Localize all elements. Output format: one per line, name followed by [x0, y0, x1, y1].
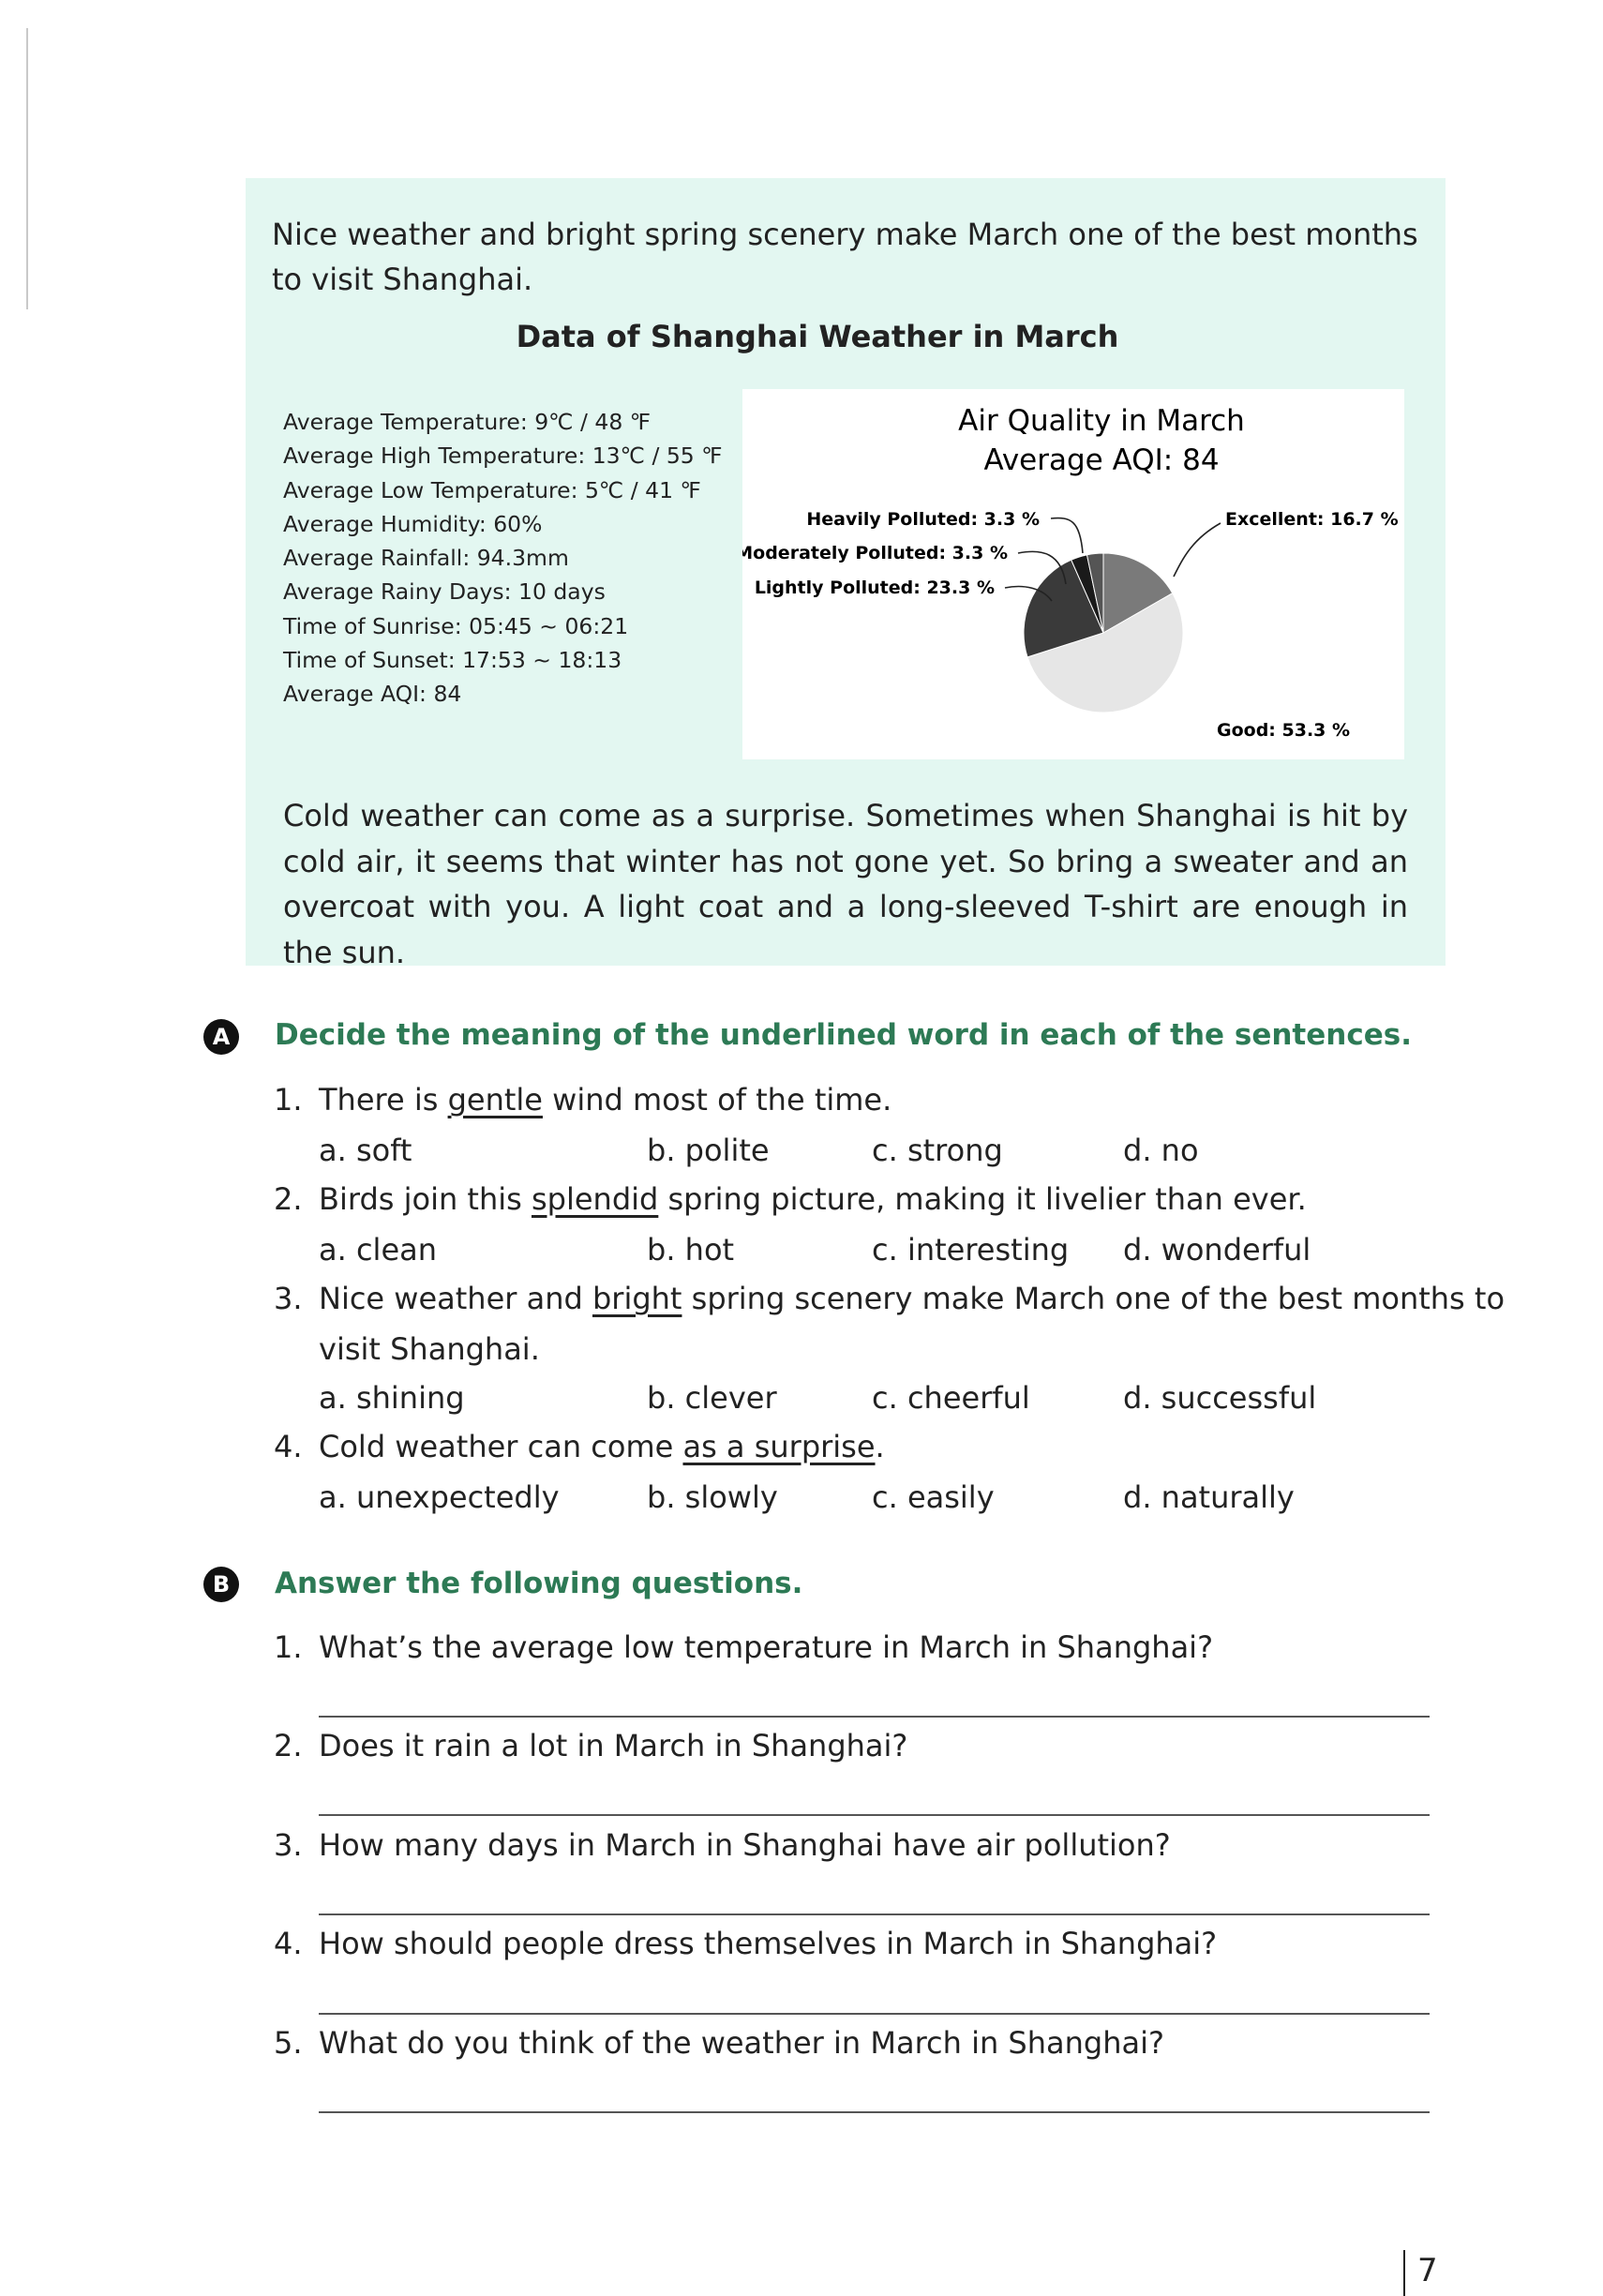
- answer-line-b3[interactable]: [319, 1913, 1430, 1915]
- question-b4: 4. How should people dress themselves in March in Shanghai?: [274, 1926, 1218, 1961]
- option-a4-a[interactable]: a. unexpectedly: [319, 1479, 560, 1515]
- option-a3-a[interactable]: a. shining: [319, 1380, 465, 1416]
- underlined-word: bright: [592, 1281, 682, 1316]
- question-a4: 4. Cold weather can come as a surprise.: [274, 1429, 885, 1464]
- option-a2-d[interactable]: d. wonderful: [1123, 1232, 1311, 1268]
- leader-line-excellent: [1174, 523, 1221, 577]
- question-a3: 3. Nice weather and bright spring scenery make March one of the best months to: [274, 1281, 1506, 1316]
- stat-item: Time of Sunrise: 05:45 ~ 06:21: [283, 612, 629, 639]
- section-a-title: Decide the meaning of the underlined word in each of the sentences.: [275, 1018, 1412, 1052]
- data-title: Data of Shanghai Weather in March: [516, 319, 1119, 354]
- leader-line-heavily: [1051, 518, 1083, 553]
- underlined-word: splendid: [531, 1181, 659, 1217]
- label-good: Good: 53.3 %: [1217, 720, 1351, 741]
- chart-title: Air Quality in March: [958, 404, 1245, 438]
- stat-item: Average Rainfall: 94.3mm: [283, 545, 569, 572]
- label-moderately-polluted: Moderately Polluted: 3.3 %: [742, 543, 1008, 563]
- option-a4-b[interactable]: b. slowly: [647, 1479, 778, 1515]
- cold-weather-paragraph: Cold weather can come as a surprise. Sometimes when Shanghai is hit by cold air, it seems that winter has not gone yet. So bring a sweater and an overcoat with you. A light coat and a long-sleeved T-shirt are enough in the sun.: [283, 798, 1408, 970]
- option-a1-c[interactable]: c. strong: [872, 1133, 1003, 1168]
- answer-line-b4[interactable]: [319, 2013, 1430, 2015]
- option-a3-b[interactable]: b. clever: [647, 1380, 777, 1416]
- question-b5: 5. What do you think of the weather in March in Shanghai?: [274, 2025, 1164, 2061]
- option-a1-a[interactable]: a. soft: [319, 1133, 412, 1168]
- page-number-bar: [1403, 2250, 1405, 2296]
- option-a3-c[interactable]: c. cheerful: [872, 1380, 1030, 1416]
- option-a4-c[interactable]: c. easily: [872, 1479, 995, 1515]
- weather-stats-list: [283, 405, 723, 712]
- stat-item: Average Rainy Days: 10 days: [283, 578, 606, 606]
- option-a2-c[interactable]: c. interesting: [872, 1232, 1070, 1268]
- question-b1: 1. What’s the average low temperature in March in Shanghai?: [274, 1629, 1214, 1665]
- question-a1: 1. There is gentle wind most of the time.: [274, 1082, 892, 1118]
- page-number: 7: [1417, 2252, 1438, 2289]
- option-a1-b[interactable]: b. polite: [647, 1133, 770, 1168]
- question-b2: 2. Does it rain a lot in March in Shanghai?: [274, 1728, 908, 1763]
- stat-item: Average AQI: 84: [283, 681, 462, 708]
- underlined-word: as a surprise: [682, 1429, 876, 1464]
- intro-paragraph: Nice weather and bright spring scenery make March one of the best months to visit Shanghai.: [272, 217, 1418, 297]
- option-a1-d[interactable]: d. no: [1123, 1133, 1199, 1168]
- label-excellent: Excellent: 16.7 %: [1225, 509, 1399, 530]
- answer-line-b5[interactable]: [319, 2111, 1430, 2113]
- stat-item: Average High Temperature: 13℃ / 55 ℉: [283, 443, 723, 470]
- label-lightly-polluted: Lightly Polluted: 23.3 %: [754, 578, 995, 598]
- section-b-badge: B: [203, 1567, 239, 1602]
- section-b-title: Answer the following questions.: [275, 1567, 803, 1600]
- chart-subtitle: Average AQI: 84: [983, 443, 1220, 477]
- stat-item: Average Low Temperature: 5℃ / 41 ℉: [283, 476, 701, 503]
- stat-item: Time of Sunset: 17:53 ~ 18:13: [283, 647, 622, 674]
- margin-line: [26, 28, 28, 309]
- air-quality-pie-svg: [742, 389, 1404, 759]
- question-b3: 3. How many days in March in Shanghai have air pollution?: [274, 1827, 1171, 1863]
- air-quality-chart: [742, 389, 1404, 759]
- underlined-word: gentle: [447, 1082, 543, 1118]
- stat-item: Average Humidity: 60%: [283, 510, 543, 537]
- section-a-badge: A: [203, 1019, 239, 1055]
- answer-line-b2[interactable]: [319, 1814, 1430, 1816]
- option-a2-b[interactable]: b. hot: [647, 1232, 735, 1268]
- stat-item: Average Temperature: 9℃ / 48 ℉: [283, 409, 652, 435]
- option-a3-d[interactable]: d. successful: [1123, 1380, 1317, 1416]
- question-a2: 2. Birds join this splendid spring picture, making it livelier than ever.: [274, 1181, 1307, 1217]
- option-a4-d[interactable]: d. naturally: [1123, 1479, 1295, 1515]
- answer-line-b1[interactable]: [319, 1716, 1430, 1718]
- option-a2-a[interactable]: a. clean: [319, 1232, 438, 1268]
- question-a3-continued: visit Shanghai.: [319, 1331, 540, 1367]
- label-heavily-polluted: Heavily Polluted: 3.3 %: [806, 509, 1040, 530]
